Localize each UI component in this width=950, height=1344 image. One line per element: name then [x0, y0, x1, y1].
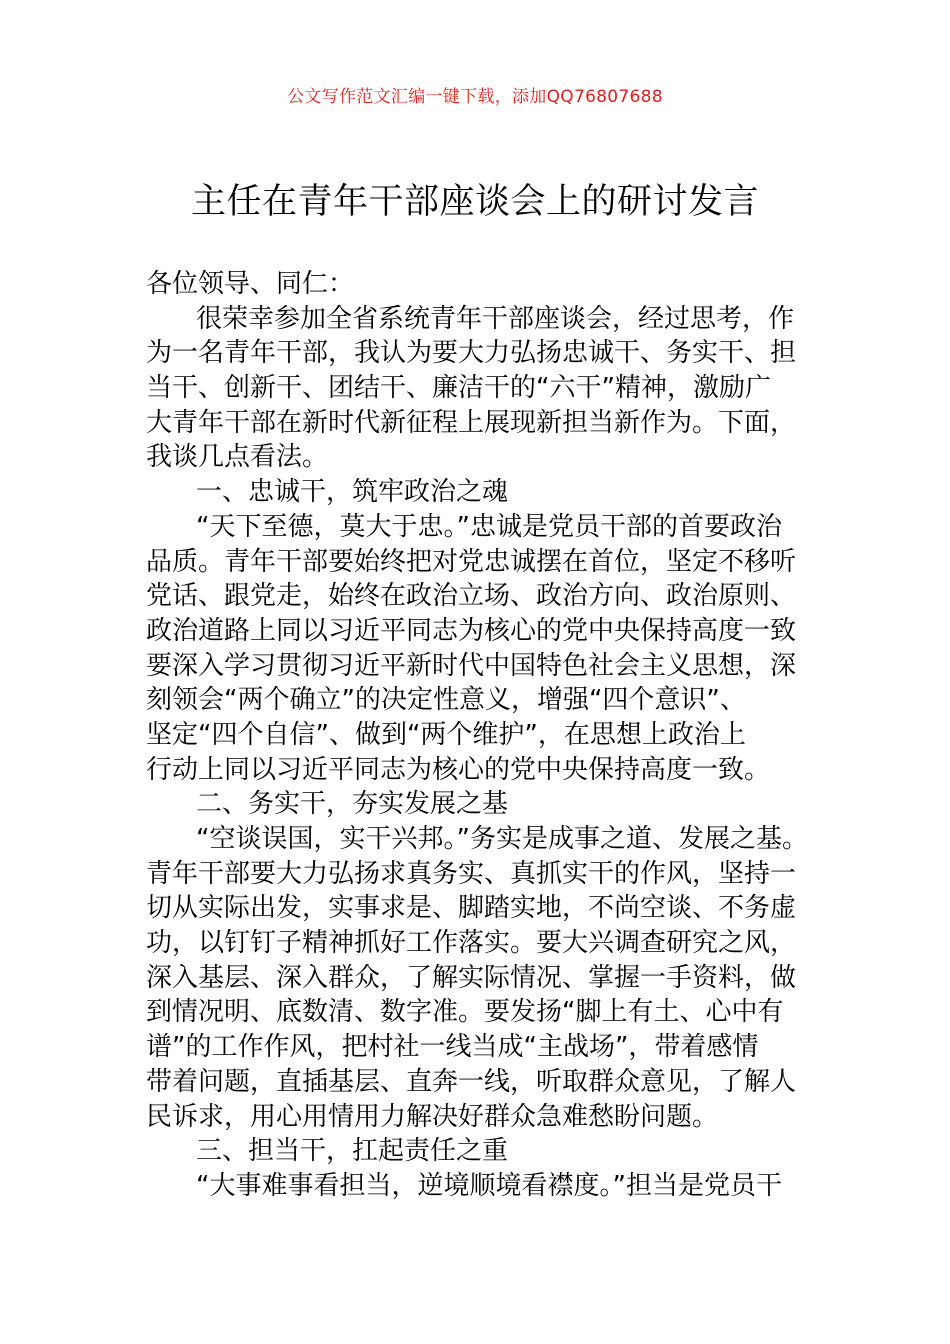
paragraph-line: 为一名青年干部，我认为要大力弘扬忠诚干、务实干、担	[146, 338, 797, 369]
paragraph-line: “大事难事看担当，逆境顺境看襟度。”担当是党员干	[196, 1170, 782, 1201]
paragraph-line: 政治道路上同以习近平同志为核心的党中央保持高度一致	[146, 615, 797, 646]
paragraph-line: 刻领会“两个确立”的决定性意义，增强“四个意识”、	[146, 685, 746, 716]
paragraph-line: 坚定“四个自信”、做到“两个维护”，在思想上政治上	[146, 719, 746, 750]
paragraph-line: 大青年干部在新时代新征程上展现新担当新作为。下面，	[146, 407, 797, 438]
paragraph-line: 功，以钉钉子精神抓好工作落实。要大兴调查研究之风，	[146, 928, 797, 959]
paragraph-line: 青年干部要大力弘扬求真务实、真抓实干的作风，坚持一	[146, 858, 797, 889]
paragraph-line: 谱”的工作作风，把村社一线当成“主战场”，带着感情	[146, 1032, 759, 1063]
paragraph-line: “空谈误国，实干兴邦。”务实是成事之道、发展之基。	[196, 824, 808, 854]
paragraph-line: 当干、创新干、团结干、廉洁干的“六干”精神，激励广	[146, 373, 771, 404]
paragraph-line: 品质。青年干部要始终把对党忠诚摆在首位，坚定不移听	[146, 546, 797, 577]
paragraph-line: 行动上同以习近平同志为核心的党中央保持高度一致。	[146, 754, 771, 785]
section-heading-2: 二、务实干，夯实发展之基	[196, 789, 509, 820]
section-heading-3: 三、担当干，扛起责任之重	[196, 1136, 509, 1167]
document-body	[146, 267, 826, 1204]
paragraph-line: 到情况明、底数清、数字准。要发扬“脚上有土、心中有	[146, 997, 784, 1028]
paragraph-line: 民诉求，用心用情用力解决好群众急难愁盼问题。	[146, 1101, 719, 1132]
section-heading-1: 一、忠诚干，筑牢政治之魂	[196, 477, 509, 508]
paragraph-line: 要深入学习贯彻习近平新时代中国特色社会主义思想，深	[146, 650, 797, 681]
paragraph-line: 很荣幸参加全省系统青年干部座谈会，经过思考，作	[196, 303, 795, 334]
paragraph-line: 深入基层、深入群众，了解实际情况、掌握一手资料，做	[146, 962, 797, 993]
salutation-line: 各位领导、同仁：	[146, 269, 355, 299]
header-note: 公文写作范文汇编一键下载，添加QQ76807688	[287, 87, 663, 107]
paragraph-line: “天下至德，莫大于忠。”忠诚是党员干部的首要政治	[196, 511, 782, 542]
paragraph-line: 我谈几点看法。	[146, 442, 329, 473]
paragraph-line: 党话、跟党走，始终在政治立场、政治方向、政治原则、	[146, 581, 797, 612]
paragraph-line: 切从实际出发，实事求是、脚踏实地，不尚空谈、不务虚	[146, 893, 797, 924]
paragraph-line: 带着问题，直插基层、直奔一线，听取群众意见，了解人	[146, 1066, 797, 1097]
document-title: 主任在青年干部座谈会上的研讨发言	[190, 182, 759, 222]
